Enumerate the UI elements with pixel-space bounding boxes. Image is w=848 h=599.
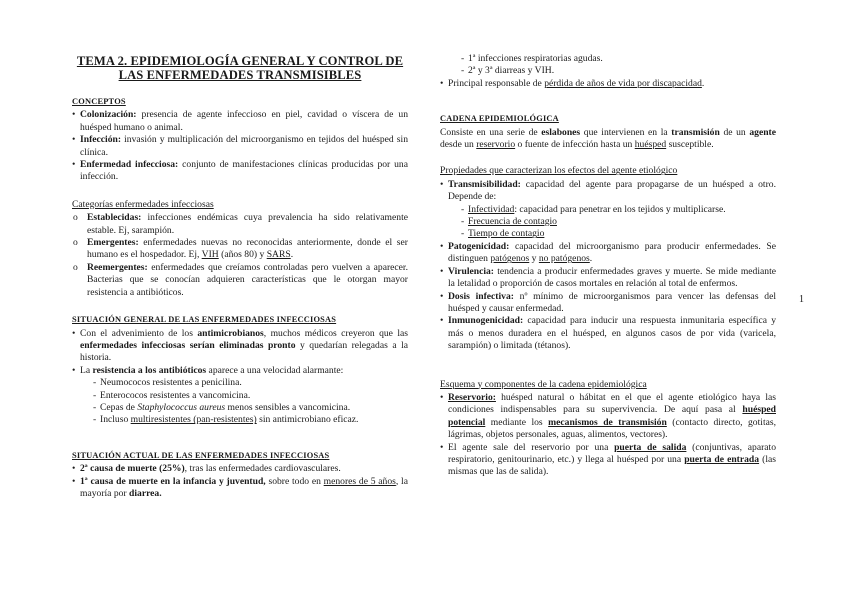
subheading-categorias: Categorías enfermedades infecciosas [72, 198, 214, 210]
list-item: o Establecidas: infecciones endémicas cuya prevalencia ha sido relativamente estable. Ej, sarampión. [72, 212, 408, 237]
list-item: o Emergentes: enfermedades nuevas no reconocidas anteriormente, donde el ser humano es el hospedador. Ej, VIH (años 80) y SARS. [72, 237, 408, 262]
list-item: • El agente sale del reservorio por una puerta de salida (conjuntivas, aparato respiratorio, genitourinario, etc.) y llega al huésped por una puerta de entrada (las mismas que las de salida). [440, 442, 776, 479]
list-item: • Virulencia: tendencia a producir enfermedades graves y muerte. Se mide mediante la letalidad o proporción de casos mortales en relación al total de enfermos. [440, 266, 776, 291]
list-item: • La resistencia a los antibióticos aparece a una velocidad alarmante: [72, 365, 408, 377]
list-item: - Incluso multiresistentes (pan-resistentes) sin antimicrobiano eficaz. [72, 414, 408, 426]
list-item: - Neumococos resistentes a penicilina. [72, 377, 408, 389]
list-item: - 2ª y 3ª diarreas y VIH. [440, 65, 776, 77]
left-column [72, 54, 408, 500]
list-item: • Principal responsable de pérdida de años de vida por discapacidad. [440, 78, 776, 90]
page-number: 1 [799, 294, 804, 305]
list-item: • Enfermedad infecciosa: conjunto de manifestaciones clínicas producidas por una infección. [72, 159, 408, 184]
section-heading-conceptos: CONCEPTOS [72, 97, 126, 106]
section-heading-cadena: CADENA EPIDEMIOLÓGICA [440, 114, 559, 124]
list-item: • 1ª causa de muerte en la infancia y juventud, sobre todo en menores de 5 años, la mayoría por diarrea. [72, 476, 408, 501]
list-item: - Cepas de Staphylococcus aureus menos sensibles a vancomicina. [72, 402, 408, 414]
section-heading-situacion-actual: SITUACIÓN ACTUAL DE LAS ENFERMEDADES INFECCIOSAS [72, 450, 330, 460]
list-item: o Reemergentes: enfermedades que creíamos controladas pero vuelven a aparecer. Bacterias que se conocían adquieren características que le otorgan mayor resistencia a antibióticos. [72, 262, 408, 299]
cadena-paragraph: Consiste en una serie de eslabones que intervienen en la transmisión de un agente desde un reservorio o fuente de infección hasta un huésped susceptible. [440, 126, 776, 151]
list-item: • Colonización: presencia de agente infeccioso en piel, cavidad o víscera de un huésped humano o animal. [72, 109, 408, 134]
right-column [440, 53, 776, 479]
conceptos-list [72, 109, 408, 183]
list-item: • Inmunogenicidad: capacidad para inducir una respuesta inmunitaria específica y más o menos duradera en el huésped, en algunos casos de por vida (varicela, sarampión) o limitada (tétanos). [440, 315, 776, 352]
list-item: • 2ª causa de muerte (25%), tras las enfermedades cardiovasculares. [72, 463, 408, 475]
list-item: • Reservorio: huésped natural o hábitat en el que el agente etiológico haya las condiciones indispensables para su supervivencia. De aquí pasa al huésped potencial mediante los mecanismos de transmisión (contacto directo, gotitas, lágrimas, objetos personales, aguas, alimentos, vectores). [440, 392, 776, 442]
situacion-general-list [72, 328, 408, 427]
propiedades-list [440, 179, 776, 353]
list-item: - Frecuencia de contagio [440, 216, 776, 228]
list-item: • Transmisibilidad: capacidad del agente para propagarse de un huésped a otro. Depende de: [440, 179, 776, 204]
subheading-esquema: Esquema y componentes de la cadena epidemiológica [440, 378, 647, 390]
list-item: - Enterococos resistentes a vancomicina. [72, 390, 408, 402]
list-item: - Infectividad: capacidad para penetrar en los tejidos y multiplicarse. [440, 204, 776, 216]
esquema-list [440, 392, 776, 479]
list-item: • Dosis infectiva: nº mínimo de microorganismos para vencer las defensas del huésped y causar enfermedad. [440, 291, 776, 316]
section-heading-situacion-general: SITUACIÓN GENERAL DE LAS ENFERMEDADES INFECCIOSAS [72, 315, 337, 325]
categorias-list [72, 212, 408, 299]
list-item: - 1ª infecciones respiratorias agudas. [440, 53, 776, 65]
list-item: • Infección: invasión y multiplicación del microorganismo en tejidos del huésped sin clínica. [72, 134, 408, 159]
situacion-actual-continued [440, 53, 776, 90]
list-item: - Tiempo de contagio [440, 228, 776, 240]
page-title: TEMA 2. EPIDEMIOLOGÍA GENERAL Y CONTROL DE LAS ENFERMEDADES TRANSMISIBLES [76, 54, 404, 82]
list-item: • Patogenicidad: capacidad del microorganismo para producir enfermedades. Se distinguen patógenos y no patógenos. [440, 241, 776, 266]
situacion-actual-list [72, 463, 408, 500]
subheading-propiedades: Propiedades que caracterizan los efectos del agente etiológico [440, 165, 678, 177]
list-item: • Con el advenimiento de los antimicrobianos, muchos médicos creyeron que las enfermedades infecciosas serían eliminadas pronto y quedarían relegadas a la historia. [72, 328, 408, 365]
